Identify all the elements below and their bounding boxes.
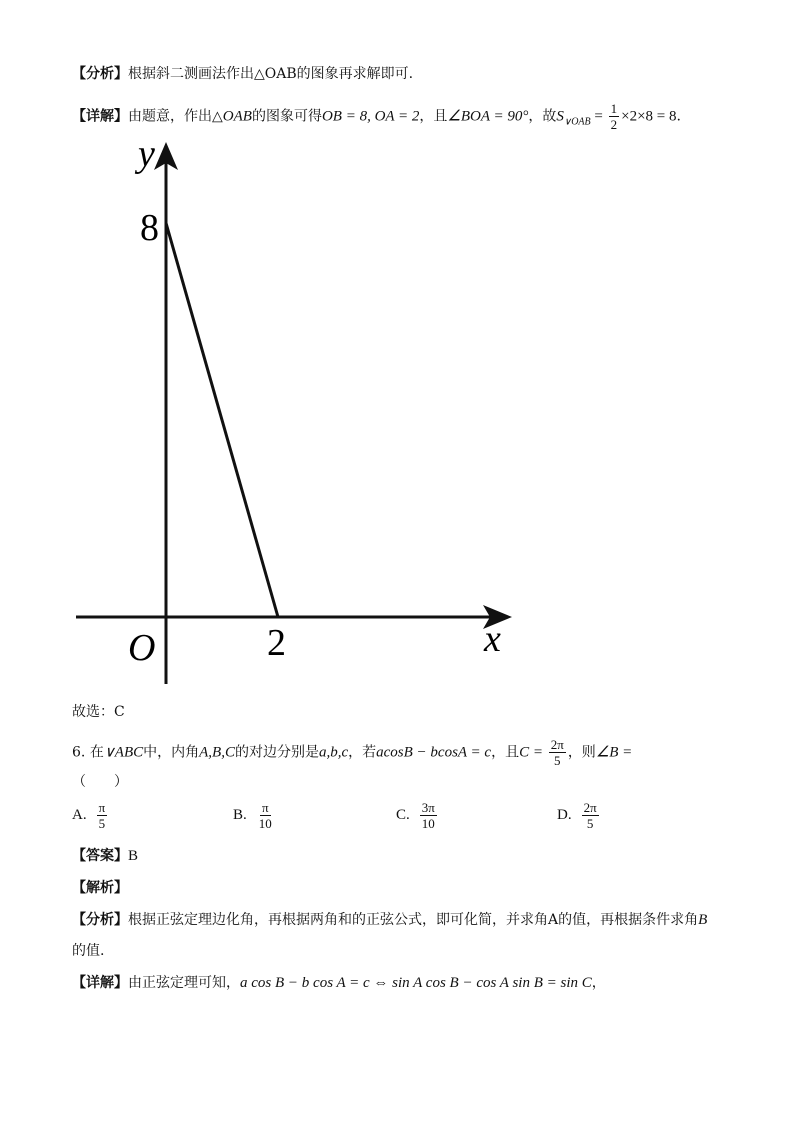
option-c-label: C. (396, 807, 410, 823)
analysis-text: 根据斜二测画法作出△OAB的图象再求解即可. (128, 66, 414, 82)
answer-line (72, 846, 138, 866)
question-text-mid1: 中，内角 (143, 744, 200, 761)
analysis2-var: B (698, 912, 708, 928)
question-triangle: ∨ABC (103, 744, 144, 761)
x-axis-label: x (484, 618, 501, 660)
option-b-denominator: 10 (258, 816, 272, 831)
x-tick-label: 2 (267, 622, 286, 664)
triangle-name: OAB (222, 108, 252, 125)
detail2-line (72, 973, 606, 993)
option-a[interactable] (72, 800, 109, 831)
analysis2-line2: 的值. (72, 943, 105, 959)
option-b-numerator: π (261, 800, 269, 815)
jiexi-line (72, 878, 128, 898)
option-a-denominator: 5 (98, 816, 106, 831)
question-text-mid2: 的对边分别是 (234, 744, 319, 761)
question-sides: a,b,c (318, 744, 349, 761)
question-equation: acosB − bcosA = c (376, 744, 492, 761)
detail2-equation: a cos B − b cos A = c ⇔ sin A cos B − cos A sin B = sin C (240, 975, 592, 991)
analysis2-line (72, 910, 707, 930)
question-ask: ∠B = (595, 744, 633, 761)
segment-ab (166, 223, 278, 617)
analysis-tag: 【分析】 (72, 66, 128, 82)
option-d[interactable] (557, 800, 601, 831)
question-text-mid5: ，则 (567, 744, 596, 761)
detail2-tag: 【详解】 (72, 975, 128, 991)
question-number: 6. (72, 744, 86, 761)
option-d-fraction (582, 800, 599, 831)
origin-label: O (128, 627, 156, 669)
c-fraction-denominator: 5 (554, 753, 561, 768)
detail-end: . (676, 108, 681, 125)
detail-line (72, 101, 681, 133)
area-symbol: S (556, 108, 564, 125)
option-a-label: A. (72, 807, 87, 823)
answer-tag: 【答案】 (72, 848, 128, 864)
option-c-fraction (420, 800, 437, 831)
question-paren: （ ） (72, 774, 128, 790)
question-text-mid4: ，且 (491, 744, 520, 761)
option-b-label: B. (233, 807, 247, 823)
option-d-label: D. (557, 807, 572, 823)
analysis2-tag: 【分析】 (72, 912, 128, 928)
option-a-numerator: π (98, 800, 106, 815)
fraction-denominator: 2 (610, 117, 618, 132)
detail-text-mid3: ，故 (528, 108, 557, 125)
analysis2-text: 根据正弦定理边化角，再根据两角和的正弦公式，即可化简，并求角A的值，再根据条件求角 (128, 912, 699, 928)
equation-lengths: OB = 8, OA = 2 (321, 108, 420, 125)
jiexi-tag: 【解析】 (72, 880, 128, 896)
area-subscript: ∨OAB (563, 116, 591, 128)
detail-text-pre: 由题意，作出△ (128, 108, 223, 125)
equation-angle: ∠BOA = 90° (447, 108, 529, 125)
y-axis-label: y (138, 133, 155, 175)
question-line (72, 737, 632, 768)
option-b-fraction (257, 800, 274, 831)
equals-sign: = (590, 108, 607, 125)
detail2-end: ， (591, 975, 606, 991)
option-d-denominator: 5 (586, 816, 594, 831)
option-c-numerator: 3π (421, 800, 435, 815)
option-b[interactable] (233, 800, 276, 831)
question-text-pre: 在 (89, 744, 104, 761)
detail2-text-pre: 由正弦定理可知， (128, 975, 240, 991)
detail-tag: 【详解】 (72, 108, 128, 125)
coordinate-figure (60, 130, 530, 700)
option-c-denominator: 10 (421, 816, 435, 831)
option-d-numerator: 2π (583, 800, 597, 815)
question-angles: A,B,C (199, 744, 235, 761)
analysis-line (72, 64, 413, 84)
y-tick-label: 8 (140, 207, 159, 249)
question-text-mid3: ，若 (348, 744, 377, 761)
fraction-numerator: 1 (610, 101, 618, 116)
option-a-fraction (97, 800, 108, 831)
fraction-half (609, 101, 620, 132)
detail-text-mid2: ，且 (419, 108, 448, 125)
detail-text-mid: 的图象可得 (251, 108, 322, 125)
choice-line: 故选：C (72, 704, 125, 720)
c-fraction-numerator: 2π (550, 737, 564, 752)
area-computation: ×2×8 = 8 (621, 108, 677, 125)
option-c[interactable] (396, 800, 439, 831)
question-c-fraction (549, 737, 566, 768)
question-c-equals: C = (519, 744, 547, 761)
answer-value: B (128, 848, 139, 864)
